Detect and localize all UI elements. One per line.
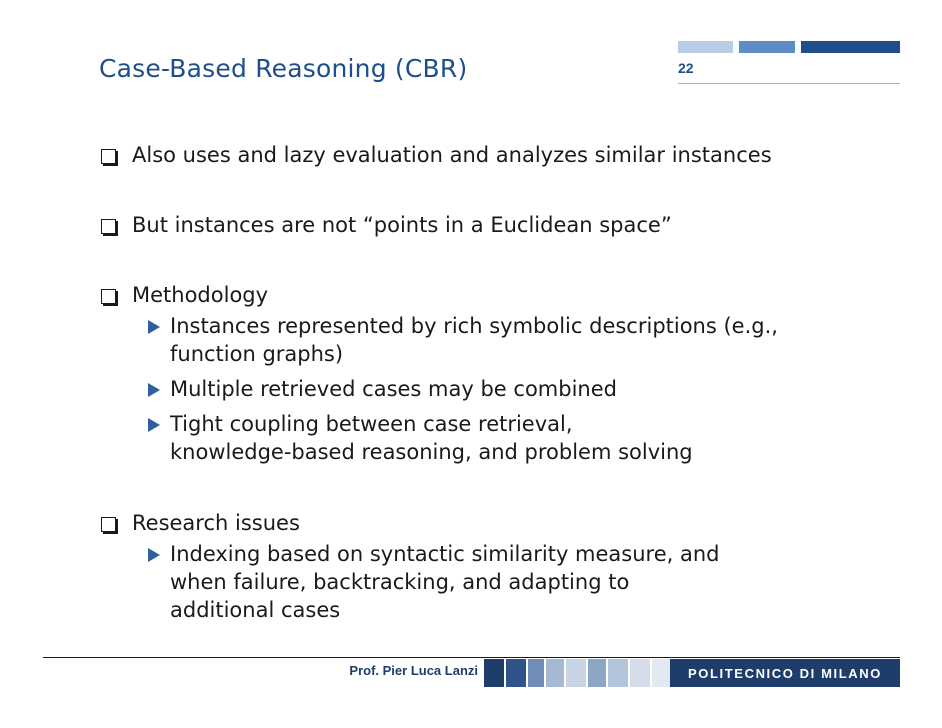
page-number: 22 bbox=[678, 60, 694, 76]
checkbox-bullet-icon bbox=[101, 289, 116, 304]
header-bar-dark bbox=[801, 41, 900, 53]
bullet-text: Also uses and lazy evaluation and analyzes similar instances bbox=[132, 143, 772, 167]
sub-bullet-text: knowledge-based reasoning, and problem solving bbox=[170, 440, 693, 464]
triangle-bullet-icon bbox=[148, 320, 160, 334]
footer-divider bbox=[43, 657, 900, 658]
bullet-item bbox=[99, 280, 778, 310]
sub-bullet-text: additional cases bbox=[170, 598, 341, 622]
sub-bullet-list bbox=[99, 540, 720, 624]
footer-bar bbox=[506, 659, 526, 687]
institution-logo: POLITECNICO DI MILANO bbox=[670, 659, 900, 687]
sub-bullet-text: Indexing based on syntactic similarity measure, and bbox=[170, 542, 720, 566]
sub-bullet-text: function graphs) bbox=[170, 342, 344, 366]
bullet-text: But instances are not “points in a Euclidean space” bbox=[132, 213, 672, 237]
sub-bullet-list bbox=[99, 312, 778, 466]
footer-bar bbox=[652, 659, 670, 687]
bullet-text: Research issues bbox=[132, 511, 300, 535]
bullet-item bbox=[99, 508, 720, 538]
sub-bullet-item bbox=[99, 312, 778, 368]
bullet-item bbox=[99, 210, 672, 240]
bullet-item bbox=[99, 140, 772, 170]
footer-bar bbox=[528, 659, 544, 687]
footer-bar bbox=[546, 659, 564, 687]
footer-bar bbox=[630, 659, 650, 687]
footer-bar bbox=[588, 659, 606, 687]
sub-bullet-item bbox=[99, 410, 778, 466]
checkbox-bullet-icon bbox=[101, 219, 116, 234]
sub-bullet-text: Instances represented by rich symbolic descriptions (e.g., bbox=[170, 314, 778, 338]
footer-bar bbox=[608, 659, 628, 687]
checkbox-bullet-icon bbox=[101, 149, 116, 164]
triangle-bullet-icon bbox=[148, 418, 160, 432]
header-color-bars bbox=[678, 41, 900, 53]
bullet-text: Methodology bbox=[132, 283, 269, 307]
sub-bullet-text: when failure, backtracking, and adapting to bbox=[170, 570, 630, 594]
sub-bullet-item bbox=[99, 540, 720, 624]
triangle-bullet-icon bbox=[148, 383, 160, 397]
triangle-bullet-icon bbox=[148, 548, 160, 562]
header-bar-mid bbox=[739, 41, 795, 53]
header-bar-light bbox=[678, 41, 733, 53]
sub-bullet-item bbox=[99, 375, 778, 403]
sub-bullet-text: Multiple retrieved cases may be combined bbox=[170, 377, 617, 401]
bullet-group-methodology bbox=[99, 280, 778, 473]
sub-bullet-text: Tight coupling between case retrieval, bbox=[170, 412, 573, 436]
footer-bar bbox=[484, 659, 504, 687]
bullet-group-research bbox=[99, 508, 720, 631]
header-divider bbox=[678, 83, 900, 84]
checkbox-bullet-icon bbox=[101, 517, 116, 532]
footer-bar bbox=[566, 659, 586, 687]
footer-author: Prof. Pier Luca Lanzi bbox=[349, 663, 478, 678]
slide-title: Case-Based Reasoning (CBR) bbox=[99, 54, 468, 83]
